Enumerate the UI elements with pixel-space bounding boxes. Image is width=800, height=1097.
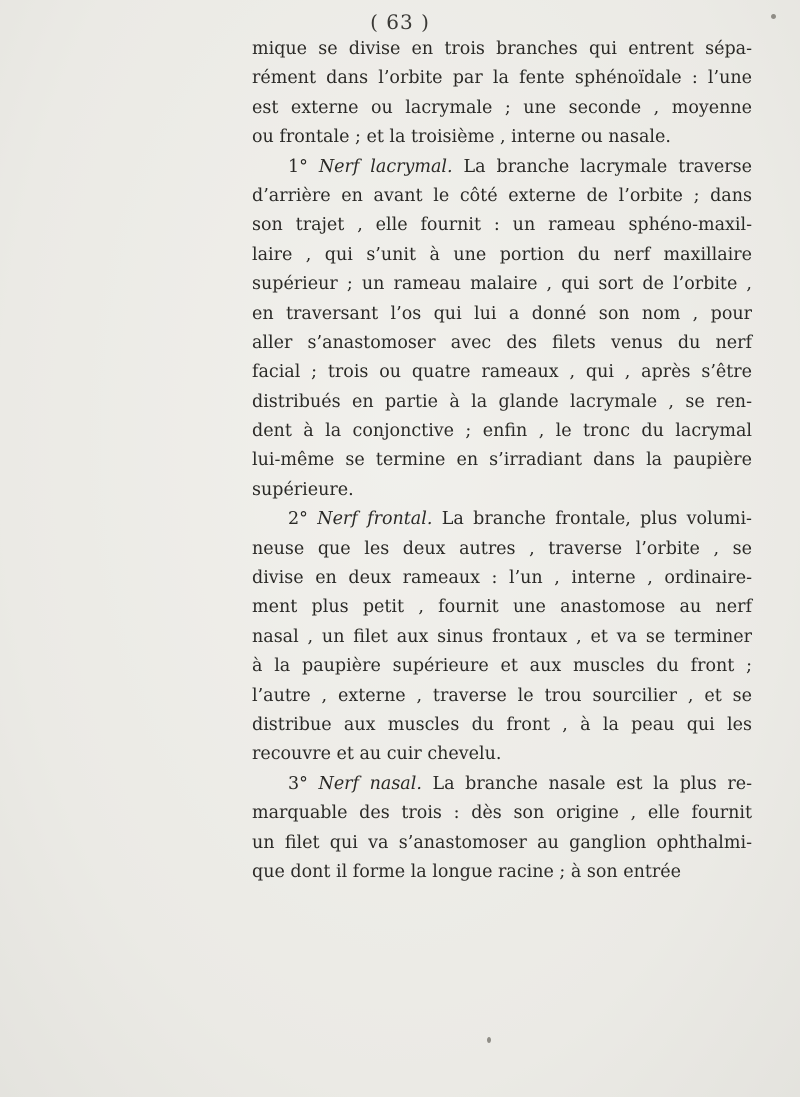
line-text: que dont il forme la longue racine ; à son entrée (252, 861, 681, 882)
text-line (252, 446, 752, 475)
body-text (252, 35, 752, 887)
text-line (252, 123, 752, 152)
line-text: rément dans l’orbite par la fente sphénoïdale : l’une (252, 68, 752, 89)
text-line (252, 388, 752, 417)
section-title: Nerf nasal. (318, 773, 422, 794)
line-text: La branche lacrymale traverse (452, 156, 752, 177)
line-text: supérieure. (252, 479, 354, 500)
line-text: La branche frontale, plus volumi- (432, 509, 752, 530)
line-text: à la paupière supérieure et aux muscles du front ; (252, 656, 752, 677)
line-text: facial ; trois ou quatre rameaux , qui , après s’être (252, 362, 752, 383)
line-text: neuse que les deux autres , traverse l’orbite , se (252, 538, 752, 559)
line-text: ou frontale ; et la troisième , interne ou nasale. (252, 127, 671, 148)
line-text: distribués en partie à la glande lacrymale , se ren- (252, 391, 752, 412)
text-line (252, 329, 752, 358)
line-text: lui-même se termine en s’irradiant dans la paupière (252, 450, 752, 471)
line-text: distribue aux muscles du front , à la peau qui les (252, 714, 752, 735)
text-line (252, 535, 752, 564)
text-line (252, 270, 752, 299)
ink-speck (771, 14, 776, 19)
line-text: nasal , un filet aux sinus frontaux , et va se terminer (252, 626, 752, 647)
line-text: est externe ou lacrymale ; une seconde , moyenne (252, 97, 752, 118)
text-line (252, 64, 752, 93)
text-line (252, 300, 752, 329)
text-line (252, 593, 752, 622)
section-number: 1° (288, 156, 308, 177)
section-number: 2° (288, 509, 308, 530)
line-text: recouvre et au cuir chevelu. (252, 744, 502, 765)
ink-speck (487, 1037, 491, 1043)
line-text: supérieur ; un rameau malaire , qui sort de l’orbite , (252, 274, 752, 295)
text-line (252, 211, 752, 240)
text-line (252, 799, 752, 828)
section-title: Nerf frontal. (317, 509, 433, 530)
text-line (252, 711, 752, 740)
text-line (252, 241, 752, 270)
text-line (252, 652, 752, 681)
section-number: 3° (288, 773, 308, 794)
line-text: un filet qui va s’anastomoser au ganglion ophthalmi- (252, 832, 752, 853)
line-text: La branche nasale est la plus re- (421, 773, 752, 794)
line-text: d’arrière en avant le côté externe de l’orbite ; dans (252, 185, 752, 206)
line-text: mique se divise en trois branches qui entrent sépa- (252, 39, 752, 59)
text-line (252, 829, 752, 858)
line-text: marquable des trois : dès son origine , elle fournit (252, 803, 752, 824)
text-line (252, 182, 752, 211)
line-text: en traversant l’os qui lui a donné son nom , pour (252, 303, 752, 324)
text-line (252, 623, 752, 652)
text-line (252, 505, 752, 534)
text-line (252, 564, 752, 593)
text-line (252, 740, 752, 769)
section-title: Nerf lacrymal. (318, 156, 453, 177)
text-line (252, 858, 752, 887)
line-text: l’autre , externe , traverse le trou sourcilier , et se (252, 685, 752, 706)
text-line (252, 417, 752, 446)
text-line (252, 682, 752, 711)
text-line (252, 94, 752, 123)
text-line (252, 476, 752, 505)
line-text: laire , qui s’unit à une portion du nerf maxillaire (252, 244, 752, 265)
page-number: ( 63 ) (370, 10, 430, 34)
line-text: son trajet , elle fournit : un rameau sphéno-maxil- (252, 215, 752, 236)
line-text: ment plus petit , fournit une anastomose au nerf (252, 597, 752, 618)
text-line (252, 153, 752, 182)
text-line (252, 35, 752, 64)
text-line (252, 770, 752, 799)
line-text: dent à la conjonctive ; enfin , le tronc du lacrymal (252, 421, 752, 442)
line-text: aller s’anastomoser avec des filets venus du nerf (252, 332, 752, 353)
line-text: divise en deux rameaux : l’un , interne , ordinaire- (252, 568, 752, 589)
text-line (252, 358, 752, 387)
